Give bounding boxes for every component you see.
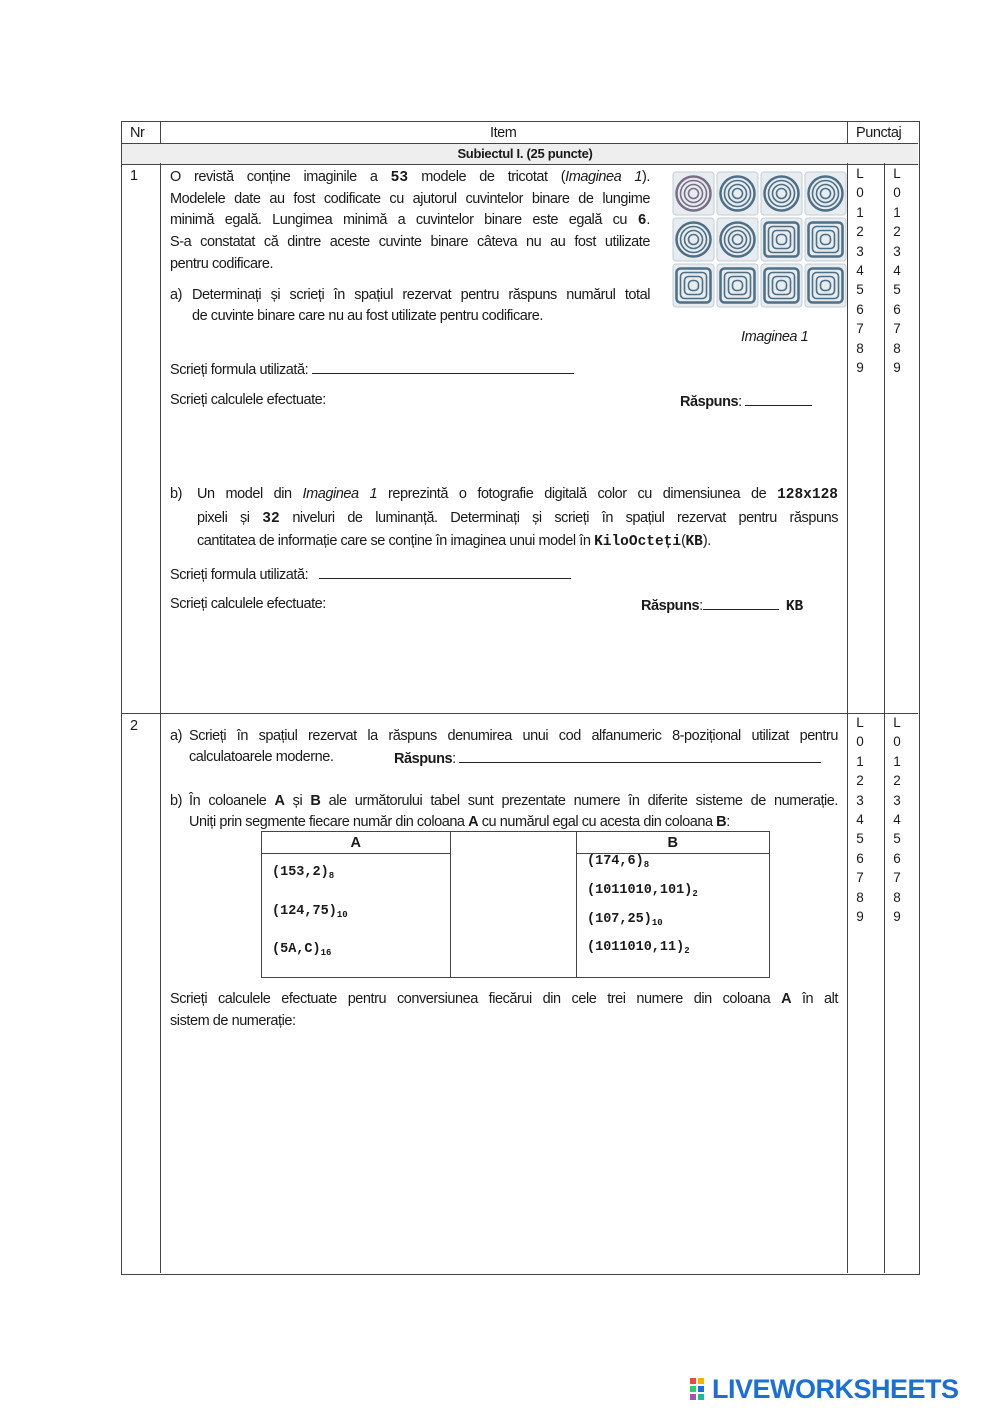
formula-answer-field[interactable] xyxy=(319,564,571,579)
calc-prompt: Scrieți calculele efectuate: xyxy=(170,596,326,612)
score-scale-1[interactable]: L 0 1 2 3 4 5 6 7 8 9 xyxy=(856,166,864,376)
answer-field[interactable] xyxy=(703,595,779,610)
header-item: Item xyxy=(490,125,517,141)
text: cu numărul egal cu acesta din coloana xyxy=(478,814,717,830)
item-label: a) xyxy=(170,287,182,303)
label: Scrieți formula utilizată: xyxy=(170,567,309,583)
text: pixeli și xyxy=(197,510,263,526)
q2b-text xyxy=(189,813,730,831)
text: O revistă conține imaginile a xyxy=(170,169,391,185)
label: Răspuns xyxy=(394,751,453,767)
text: A xyxy=(781,991,792,1007)
answer-field[interactable] xyxy=(459,748,821,763)
label: Răspuns xyxy=(680,394,739,410)
pattern-tile xyxy=(805,172,846,215)
pattern-tile xyxy=(805,218,846,261)
pattern-tile xyxy=(717,264,758,307)
text: : xyxy=(738,394,742,410)
divider xyxy=(261,853,450,854)
text: În coloanele xyxy=(189,793,275,809)
column-b-value[interactable]: $(1011010,11)_2$ xyxy=(587,940,690,956)
column-a-value[interactable]: $(124,75)_{10}$ xyxy=(272,904,348,920)
text: KB xyxy=(685,534,703,550)
column-b-value[interactable]: $(174,6)_8$ xyxy=(587,854,650,870)
item-label: b) xyxy=(170,793,182,809)
score-scale-1[interactable]: L 0 1 2 3 4 5 6 7 8 9 xyxy=(856,715,864,925)
q1b-text xyxy=(197,509,838,528)
divider xyxy=(160,163,161,1273)
text: ). xyxy=(642,169,650,185)
pattern-tile xyxy=(717,172,758,215)
logo-icon xyxy=(690,1378,712,1402)
answer-prompt xyxy=(641,595,803,616)
formula-prompt xyxy=(170,564,571,584)
q1-text-line: Modelele date au fost codificate cu ajutorul cuvintelor binare de lungime xyxy=(170,191,650,207)
column-b-header: B xyxy=(667,835,678,851)
text: A xyxy=(468,814,479,830)
header-punctaj: Punctaj xyxy=(856,125,902,141)
divider xyxy=(122,713,918,714)
pattern-tile xyxy=(761,172,802,215)
text: ( xyxy=(681,533,686,549)
q1-text-line: pentru codificare. xyxy=(170,256,274,272)
text: : xyxy=(452,751,456,767)
q2b-text xyxy=(189,792,838,810)
logo-text: LIVEWORKSHEETS xyxy=(712,1374,959,1404)
liveworksheets-logo xyxy=(690,1374,959,1405)
divider xyxy=(847,163,848,1273)
question-number: 2 xyxy=(130,718,138,734)
pattern-tile xyxy=(761,218,802,261)
divider xyxy=(847,122,848,143)
pattern-tile xyxy=(673,172,714,215)
calc-prompt: Scrieți calculele efectuate: xyxy=(170,392,326,408)
q1-text-line xyxy=(170,168,650,187)
pattern-tile xyxy=(761,264,802,307)
text: ale următorului tabel sunt prezentate numere în diferite sisteme de numerație. xyxy=(320,793,838,809)
divider xyxy=(884,163,885,1273)
text: Un model din xyxy=(197,486,303,502)
q1b-text xyxy=(197,532,711,551)
item-label: a) xyxy=(170,728,182,744)
score-scale-2[interactable]: L 0 1 2 3 4 5 6 7 8 9 xyxy=(893,166,901,376)
text: Scrieți calculele efectuate pentru conversiunea fiecărui din cele trei numere din coloana xyxy=(170,991,782,1007)
text: în alt xyxy=(791,991,838,1007)
pattern-tile xyxy=(673,218,714,261)
text: B xyxy=(310,793,321,809)
answer-field[interactable] xyxy=(745,391,812,406)
q2c-text xyxy=(170,990,838,1008)
text: Imaginea 1 xyxy=(565,169,643,185)
formula-prompt xyxy=(170,359,574,379)
pattern-tile xyxy=(717,218,758,261)
pattern-tile xyxy=(805,264,846,307)
q2a-text: Scrieți în spațiul rezervat la răspuns denumirea unui cod alfanumeric 8-pozițional utilizat pentru xyxy=(189,728,838,744)
text: Uniți prin segmente fiecare număr din coloana xyxy=(189,814,469,830)
q1b-text xyxy=(197,485,838,504)
item-label: b) xyxy=(170,486,182,502)
text: 128x128 xyxy=(777,487,838,503)
q1-text-line xyxy=(170,211,650,230)
pattern-tile xyxy=(673,264,714,307)
knitting-patterns-image xyxy=(671,170,849,310)
text: Imaginea 1 xyxy=(302,486,378,502)
text: reprezintă o fotografie digitală color cu dimensiunea de xyxy=(377,486,778,502)
text: ). xyxy=(702,533,711,549)
score-scale-2[interactable]: L 0 1 2 3 4 5 6 7 8 9 xyxy=(893,715,901,925)
formula-answer-field[interactable] xyxy=(312,359,574,374)
image-caption: Imaginea 1 xyxy=(741,329,809,345)
subject-title: Subiectul I. (25 puncte) xyxy=(457,146,593,161)
divider xyxy=(450,831,451,977)
text: KiloOcteți xyxy=(594,534,682,550)
unit: KB xyxy=(785,599,804,615)
text: 53 xyxy=(390,170,409,186)
q2c-text: sistem de numerație: xyxy=(170,1013,296,1029)
label: Răspuns xyxy=(641,598,700,614)
question-number: 1 xyxy=(130,168,138,184)
q1a-text: Determinați și scrieți în spațiul rezervat pentru răspuns numărul total xyxy=(192,287,650,303)
text: modele de tricotat ( xyxy=(408,169,566,185)
answer-prompt xyxy=(680,391,812,411)
text: : xyxy=(726,814,730,830)
column-a-value[interactable]: $(153,2)_8$ xyxy=(272,865,335,881)
text: 32 xyxy=(262,511,280,527)
text: cantitatea de informație care se conține în imaginea unui model în xyxy=(197,533,595,549)
text: A xyxy=(274,793,285,809)
text: . xyxy=(646,212,650,228)
text: : xyxy=(699,598,703,614)
q1-text-line: S-a constatat că dintre aceste cuvinte binare câteva nu au fost utilizate xyxy=(170,234,650,250)
column-b-value[interactable]: $(107,25)_{10}$ xyxy=(587,912,663,928)
text: 6 xyxy=(637,213,647,229)
q2a-text: calculatoarele moderne. xyxy=(189,749,334,765)
text: niveluri de luminanță. Determinați și scrieți în spațiul rezervat pentru răspuns xyxy=(279,510,838,526)
column-a-header: A xyxy=(350,835,361,851)
text: și xyxy=(284,793,311,809)
divider xyxy=(160,122,161,143)
column-b-value[interactable]: $(1011010,101)_2$ xyxy=(587,883,698,899)
answer-prompt xyxy=(394,748,821,768)
label: Scrieți formula utilizată: xyxy=(170,362,309,378)
q1a-text: de cuvinte binare care nu au fost utilizate pentru codificare. xyxy=(192,308,543,324)
text: B xyxy=(716,814,727,830)
column-a-value[interactable]: $(5A,C)_{16}$ xyxy=(272,942,332,958)
text: minimă egală. Lungimea minimă a cuvintelor binare este egală cu xyxy=(170,212,638,228)
header-nr: Nr xyxy=(130,125,145,141)
